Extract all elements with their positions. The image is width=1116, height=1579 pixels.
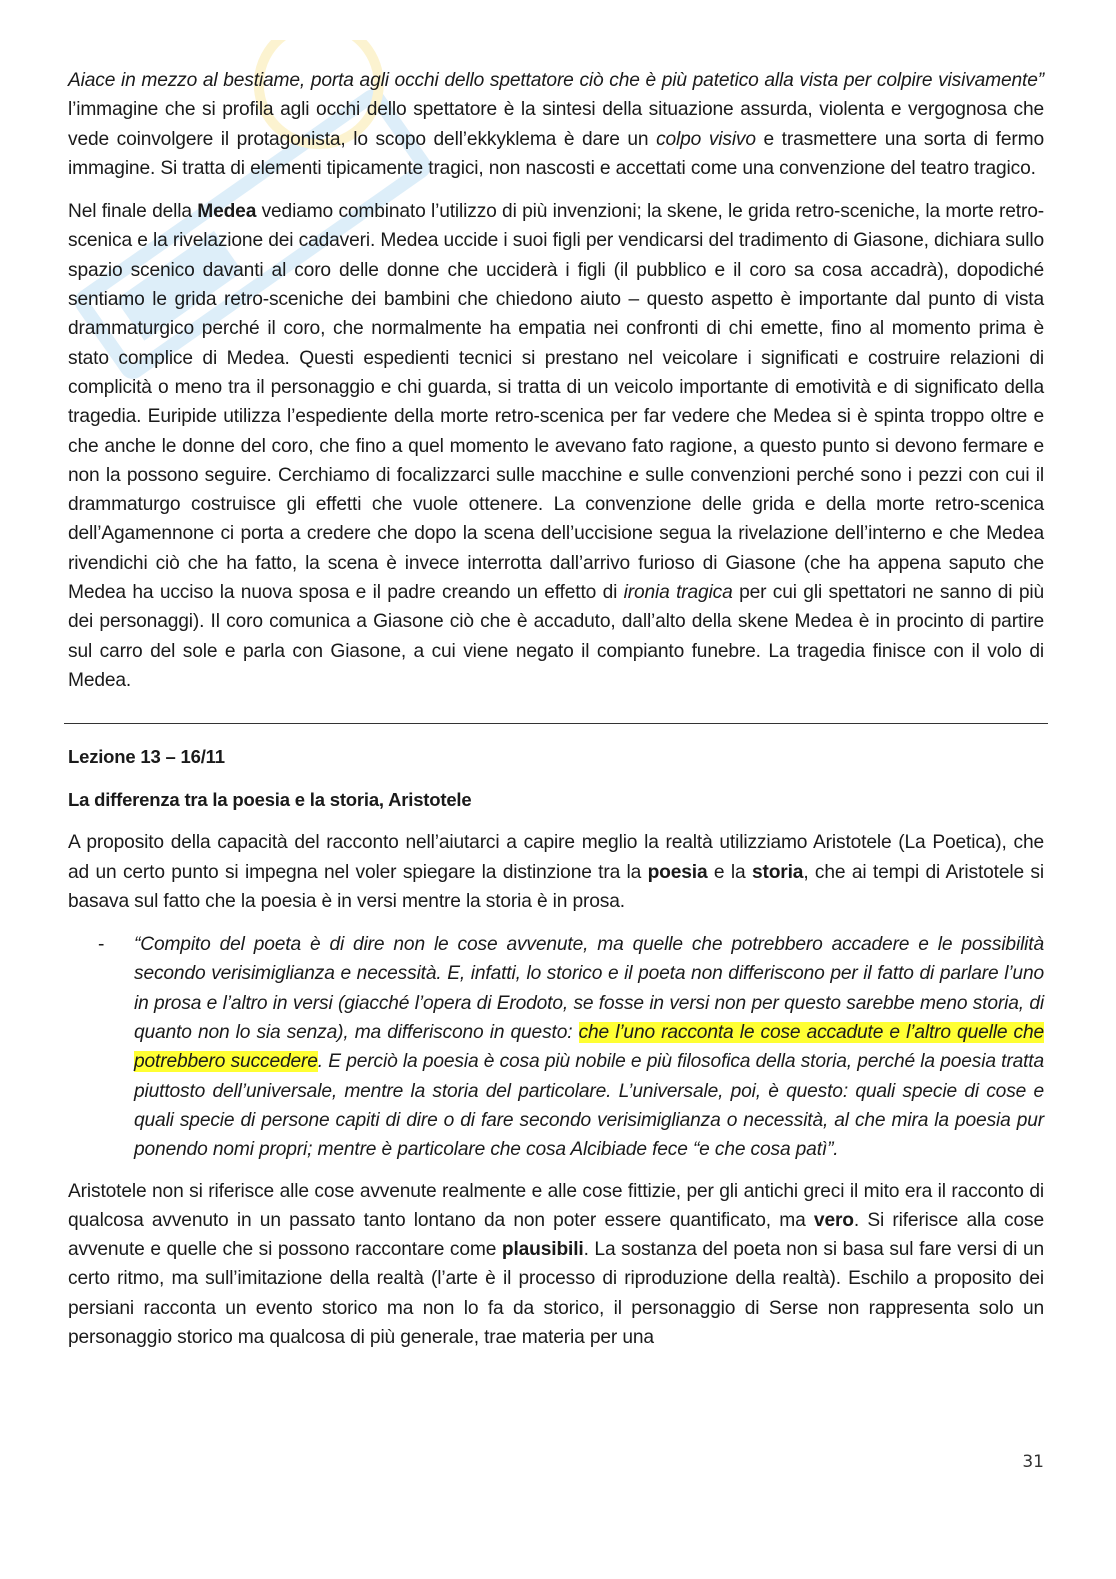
quote-list-item [68, 930, 1044, 1164]
section-heading: La differenza tra la poesia e la storia, Aristotele [68, 789, 472, 811]
aristotle-quote [134, 930, 1044, 1164]
highlighted-text: che l’uno racconta le cose accadute e l’altro quelle che potrebbero succedere [134, 1022, 1045, 1073]
text-run: “Compito del poeta è di dire non le cose avvenute, ma quelle che potrebbero accadere e le possibilità secondo verisimiglianza e necessità. E, infatti, lo storico e il poeta non differiscono per il fatto di parlare l’uno in prosa e l’altro in versi (giacché l’opera di Erodoto, se fosse in versi non per questo sarebbe meno storia, di quanto non lo sia senza), ma differiscono in questo: [134, 934, 1044, 1044]
list-bullet: - [98, 934, 105, 956]
bold-term: plausibili [501, 1239, 584, 1261]
bold-term: storia [751, 861, 804, 883]
document-page [68, 66, 1044, 1366]
text-run: per cui gli spettatori ne sanno di più dei personaggi). Il coro comunica a Giasone ciò che è accaduto, dall’alto della skene Medea è in procinto di partire sul carro del sole e parla con Giasone, a cui viene negato il compianto funebre. La tragedia finisce con il volo di Medea. [68, 582, 1044, 691]
bold-term: vero [813, 1209, 854, 1231]
text-run: . La sostanza del poeta non si basa sul fare versi di un certo ritmo, ma sull’imitazione della realtà (l’arte è il processo di riproduzione della realtà). Eschilo a proposito dei persiani racconta un evento storico ma non lo fa da storico, il personaggio di Serse non rappresenta solo un personaggio storico ma qualcosa di più generale, trae materia per una [68, 1239, 1044, 1348]
text-run: . E perciò la poesia è cosa più nobile e più filosofica della storia, perché la poesia tratta piuttosto dell’universale, mentre la storia del particolare. L’universale, poi, è questo: quali specie di cose e quali specie di persone capiti di dire o di fare secondo verisimiglianza o necessità, al che mira la poesia pur ponendo nomi propri; mentre è particolare che cosa Alcibiade fece “e che cosa patì”. [134, 1051, 1044, 1161]
text-run: e trasmettere una sorta di fermo immagine. Si tratta di elementi tipicamente tragici, non nascosti e accettati come una convenzione del teatro tragico. [68, 128, 1044, 179]
italic-term: ironia tragica [623, 582, 733, 604]
page-number: 31 [1022, 1452, 1044, 1472]
text-run: Aristotele non si riferisce alle cose avvenute realmente e alle cose fittizie, per gli antichi greci il mito era il racconto di qualcosa avvenuto in un passato tanto lontano da non poter essere quantificato, ma [68, 1180, 1044, 1231]
section-divider [64, 723, 1048, 724]
text-run: A proposito della capacità del racconto nell’aiutarci a capire meglio la realtà utilizziamo Aristotele (La Poetica), che ad un certo punto si impegna nel voler spiegare la distinzione tra la [68, 832, 1044, 883]
text-run: Nel finale della [68, 201, 198, 223]
bold-term: poesia [647, 861, 708, 883]
paragraph-ekkyklema [68, 66, 1044, 183]
lesson-heading: Lezione 13 – 16/11 [68, 746, 225, 768]
text-run: vediamo combinato l’utilizzo di più invenzioni; la skene, le grida retro-sceniche, la morte retro-scenica e la rivelazione dei cadaveri. Medea uccide i suoi figli per vendicarsi del tradimento di Giasone, dichiara sullo spazio scenico davanti al coro delle donne che ucciderà i figli (il pubblico e il coro sa cosa accadrà), dopodiché sentiamo le grida retro-sceniche dei bambini che chiedono aiuto – questo aspetto è importante dal punto di vista drammaturgico perché il coro, che normalmente ha empatia nei confronti di chi emette, fino al momento prima è stato complice di Medea. Questi espedienti tecnici si prestano nel veicolare i significati e costruire relazioni di complicità o meno tra il personaggio e chi guarda, si tratta di un veicolo importante di emotività e di significato della tragedia. Euripide utilizza l’espediente della morte retro-scenica per far vedere che Medea si è spinta troppo oltre e che anche le donne del coro, che fino a quel momento le avevano fato ragione, a questo punto si devono fermare e non la possono seguire. Cerchiamo di focalizzarci sulle macchine e sulle convenzioni perché sono i pezzi con cui il drammaturgo costruisce gli effetti che vuole ottenere. La convenzione delle grida e della morte retro-scenica dell’Agamennone ci porta a credere che dopo la scena dell’uccisione segua la rivelazione dell’interno e che Medea rivendichi ciò che ha fatto, la scena è invece interrotta dall’arrivo furioso di Giasone (che ha appena saputo che Medea ha ucciso la nuova sposa e il padre creando un effetto di [68, 201, 1044, 604]
paragraph-aristotele-intro [68, 828, 1044, 916]
text-run: , che ai tempi di Aristotele si basava sul fatto che la poesia è in versi mentre la storia è in prosa. [68, 861, 1044, 912]
text-run: e la [707, 861, 752, 883]
bold-term: Medea [197, 201, 257, 223]
paragraph-medea [68, 197, 1044, 695]
paragraph-aristotele-analysis [68, 1177, 1044, 1353]
text-run: l’immagine che si profila agli occhi dello spettatore è la sintesi della situazione assurda, violenta e vergognosa che vede coinvolgere il protagonista, lo scopo dell’ekkyklema è dare un [68, 99, 1044, 150]
italic-term: colpo visivo [656, 128, 756, 150]
italic-quote-end: Aiace in mezzo al bestiame, porta agli occhi dello spettatore ciò che è più patetico alla vista per colpire visivamente” [68, 70, 1044, 91]
text-run: . Si riferisce alla cose avvenute e quelle che si possono raccontare come [68, 1209, 1044, 1261]
